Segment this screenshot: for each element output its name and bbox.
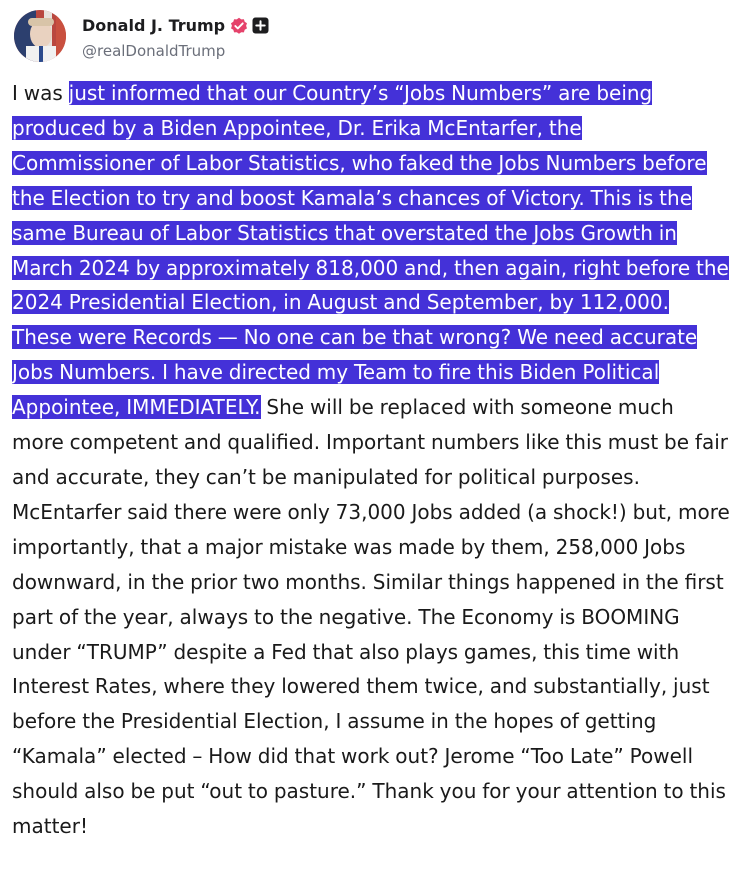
- user-handle[interactable]: @realDonaldTrump: [82, 42, 226, 60]
- avatar[interactable]: [14, 10, 66, 62]
- post-text: [12, 76, 730, 844]
- plus-icon[interactable]: [252, 17, 269, 34]
- display-name[interactable]: Donald J. Trump: [82, 16, 226, 35]
- post-text-selected: just informed that our Country’s “Jobs Numbers” are being produced by a Biden Appointee, Dr. Erika McEntarfer, the Commissioner of Labor Statistics, who faked the Jobs Numbers before the Election to try and boost Kamala’s chances of Victory. This is the same Bureau of Labor Statistics that overstated the Jobs Growth in March 2024 by approximately 818,000 and, then again, right before the 2024 Presidential Election, in August and September, by 112,000. These were Records — No one can be that wrong? We need accurate Jobs Numbers. I have directed my Team to fire this Biden Political Appointee, IMMEDIATELY.: [12, 81, 729, 420]
- post-text-after: She will be replaced with someone much more competent and qualified. Important numbers like this must be fair and accurate, they can’t be manipulated for political purposes. McEntarfer said there were only 73,000 Jobs added (a shock!) but, more importantly, that a major mistake was made by them, 258,000 Jobs downward, in the prior two months. Similar things happened in the first part of the year, always to the negative. The Economy is BOOMING under “TRUMP” despite a Fed that also plays games, this time with Interest Rates, where they lowered them twice, and substantially, just before the Presidential Election, I assume in the hopes of getting “Kamala” elected – How did that work out? Jerome “Too Late” Powell should also be put “out to pasture.” Thank you for your attention to this matter!: [12, 395, 730, 839]
- avatar-image: [14, 10, 66, 62]
- post-text-before: I was: [12, 81, 69, 105]
- name-row: [82, 16, 269, 35]
- verified-badge-icon: [230, 17, 248, 35]
